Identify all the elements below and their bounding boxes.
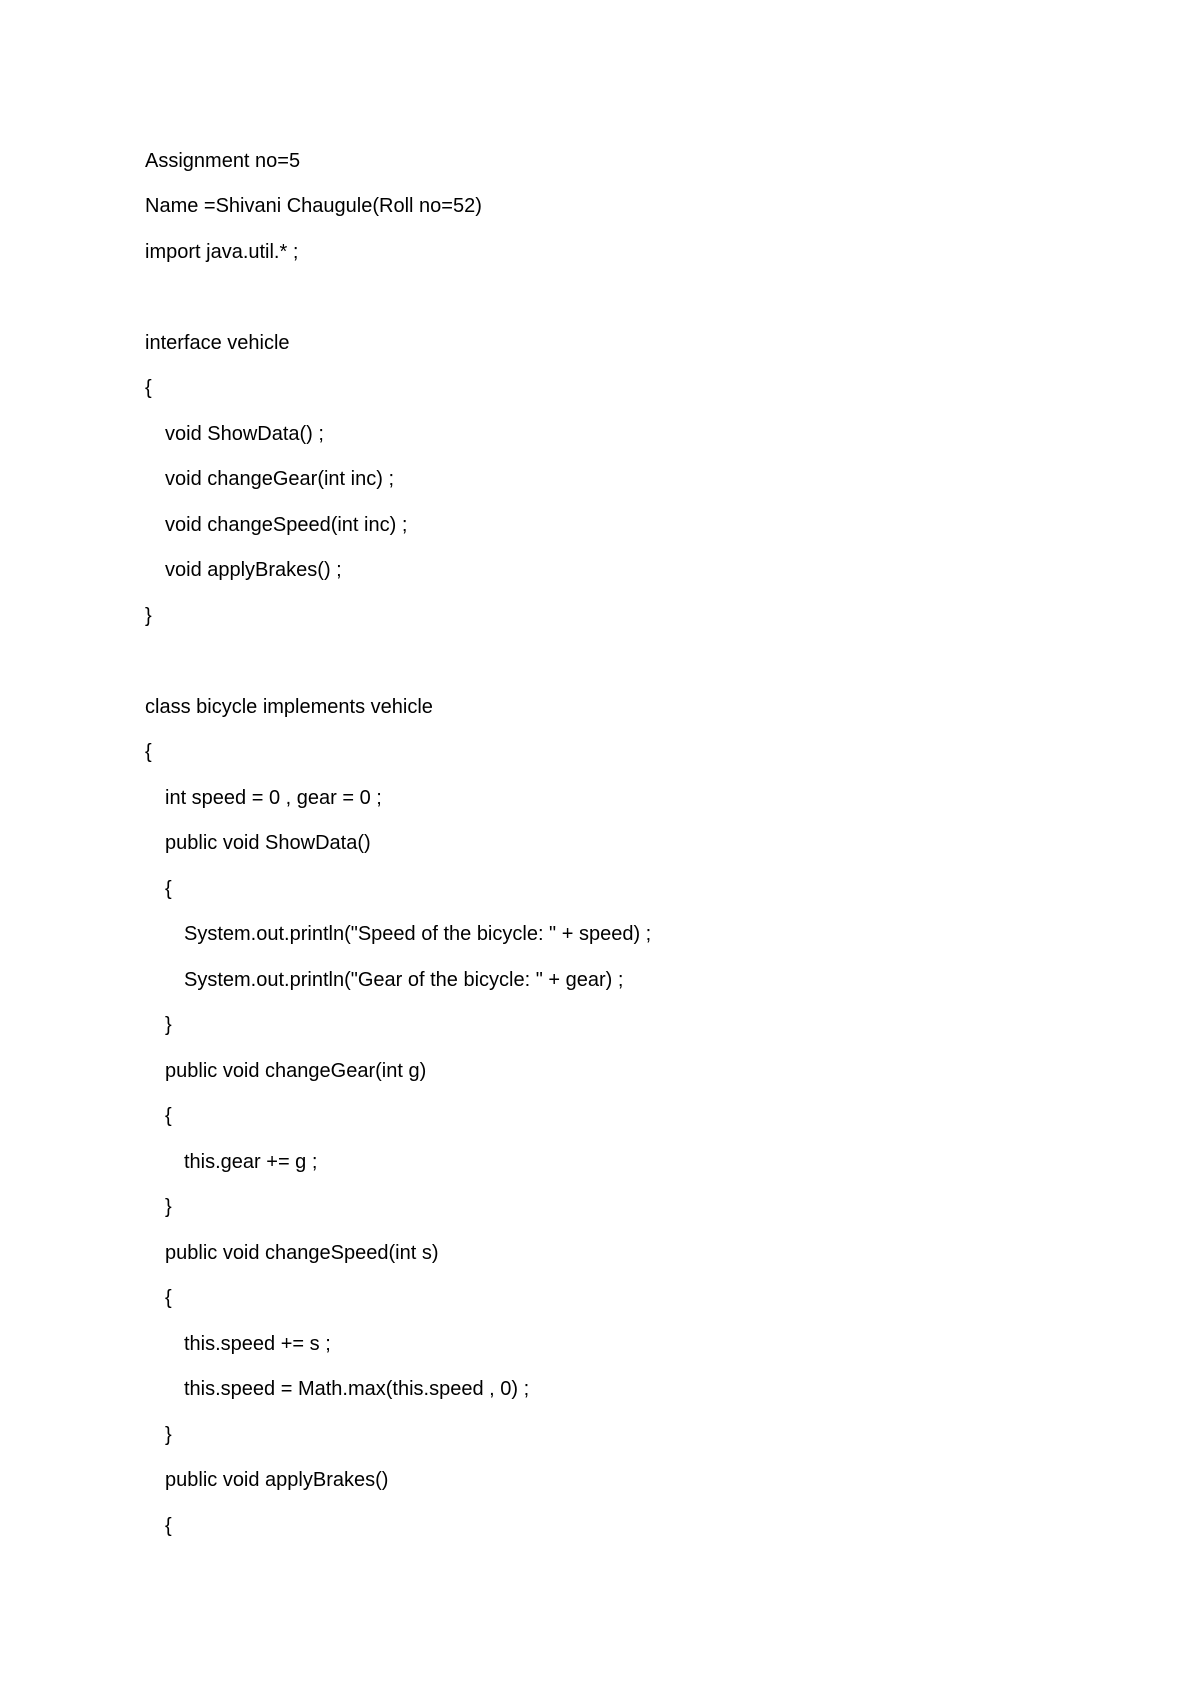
field-declaration-line: int speed = 0 , gear = 0 ; (165, 787, 382, 809)
changegear-method-line: public void changeGear(int g) (165, 1060, 427, 1082)
showdata-method-line: public void ShowData() (165, 832, 371, 854)
showdata-close-brace-line: } (165, 1014, 172, 1036)
speed-clamp-line: this.speed = Math.max(this.speed , 0) ; (184, 1378, 530, 1400)
changespeed-declaration-line: void changeSpeed(int inc) ; (165, 514, 408, 536)
changespeed-open-brace-line: { (165, 1287, 172, 1309)
gear-increment-line: this.gear += g ; (184, 1151, 318, 1173)
applybrakes-open-brace-line: { (165, 1515, 172, 1537)
showdata-open-brace-line: { (165, 878, 172, 900)
print-speed-line: System.out.println("Speed of the bicycle: " + speed) ; (184, 923, 652, 945)
speed-increment-line: this.speed += s ; (184, 1333, 331, 1355)
changegear-open-brace-line: { (165, 1105, 172, 1127)
class-open-brace-line: { (145, 741, 152, 763)
changegear-close-brace-line: } (165, 1196, 172, 1218)
applybrakes-declaration-line: void applyBrakes() ; (165, 559, 342, 581)
showdata-declaration-line: void ShowData() ; (165, 423, 324, 445)
import-statement-line: import java.util.* ; (145, 241, 299, 263)
interface-declaration-line: interface vehicle (145, 332, 290, 354)
changespeed-close-brace-line: } (165, 1424, 172, 1446)
class-declaration-line: class bicycle implements vehicle (145, 696, 433, 718)
assignment-number-line: Assignment no=5 (145, 150, 301, 172)
interface-open-brace-line: { (145, 377, 152, 399)
changegear-declaration-line: void changeGear(int inc) ; (165, 468, 395, 490)
changespeed-method-line: public void changeSpeed(int s) (165, 1242, 439, 1264)
student-name-line: Name =Shivani Chaugule(Roll no=52) (145, 195, 482, 217)
print-gear-line: System.out.println("Gear of the bicycle: " + gear) ; (184, 969, 624, 991)
interface-close-brace-line: } (145, 605, 152, 627)
applybrakes-method-line: public void applyBrakes() (165, 1469, 389, 1491)
